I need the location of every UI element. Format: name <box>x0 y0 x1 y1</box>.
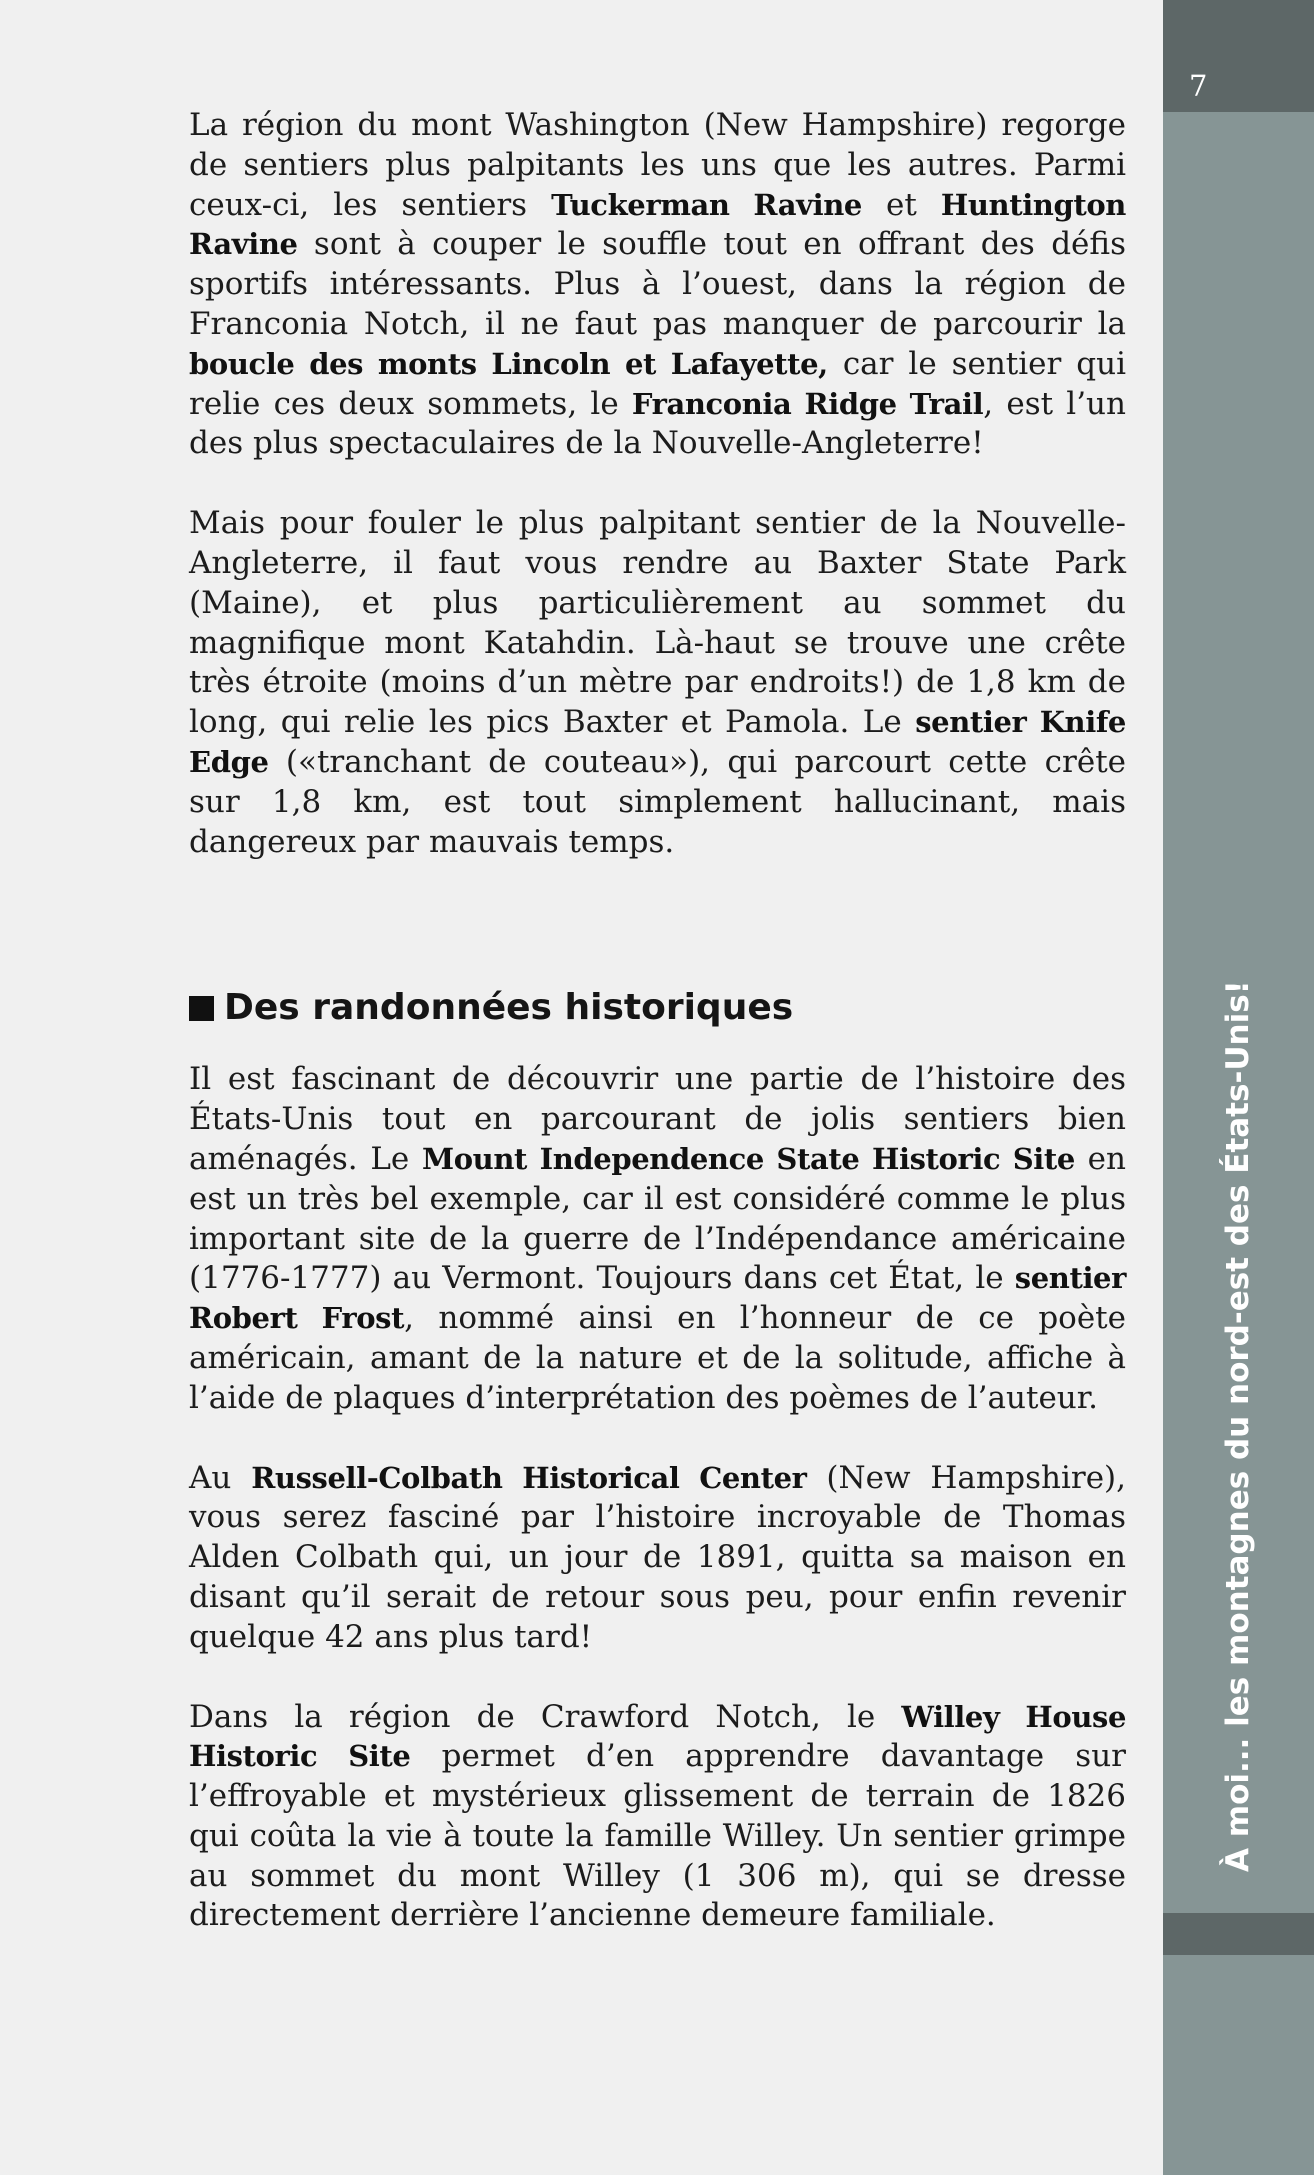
trail-name-lincoln-lafayette-loop: boucle des monts Lincoln et Lafayette, <box>189 346 828 381</box>
paragraph-text: Au <box>189 1459 252 1496</box>
trail-name-tuckerman-ravine: Tuckerman Ravine <box>551 187 862 222</box>
sidebar-header-block <box>1163 0 1314 112</box>
paragraph-text: sont à couper le souffle tout en offrant des défis sportifs intéressants. Plus à l’ouest, dans la région de Franconia Notch, il ne faut pas manquer de parcourir la <box>189 226 1126 342</box>
paragraph-text: et <box>861 186 941 223</box>
paragraph-text: car le sentier qui relie ces deux sommets, le <box>189 345 1126 422</box>
running-title: À moi... les montagnes du nord-est des États-Unis! <box>1220 980 1256 1872</box>
paragraph-text: La région du mont Washington (New Hampshire) regorge de sentiers plus palpitants les uns que les autres. Parmi ceux-ci, les sentiers <box>189 107 1126 223</box>
site-name-russell-colbath: Russell-Colbath Historical Center <box>251 1460 807 1495</box>
square-bullet-icon <box>189 996 214 1021</box>
sidebar-divider <box>1163 1913 1314 1955</box>
trail-name-huntington-ravine: Huntington Ravine <box>189 187 1126 262</box>
paragraph-mount-independence <box>189 1060 1126 1418</box>
trail-name-franconia-ridge: Franconia Ridge Trail <box>631 386 984 421</box>
paragraph-text: Il est fascinant de découvrir une partie de l’histoire des États-Unis tout en parcourant de jolis sentiers bien aménagés. Le <box>189 1061 1126 1177</box>
paragraph-katahdin <box>189 504 1126 862</box>
text-column <box>189 106 1126 1936</box>
site-name-mount-independence: Mount Independence State Historic Site <box>422 1141 1075 1176</box>
paragraph-mount-washington <box>189 106 1126 464</box>
trail-name-knife-edge: sentier Knife Edge <box>189 705 1126 779</box>
site-name-willey-house: Willey House Historic Site <box>189 1699 1127 1774</box>
paragraph-text: en est un très bel exemple, car il est considéré comme le plus important site de la guerre de l’Indépendance américaine (1776-1777) au Vermont. Toujours dans cet État, le <box>189 1140 1126 1297</box>
paragraph-russell-colbath <box>189 1459 1126 1658</box>
trail-name-robert-frost: sentier Robert Frost <box>189 1261 1126 1336</box>
paragraph-text: Mais pour fouler le plus palpitant sentier de la Nouvelle-Angleterre, il faut vous rendre au Baxter State Park (Maine), et plus particulièrement au sommet du magnifique mont Katahdin. Là-haut se trouve une crête très étroite (moins d’un mètre par endroits!) de 1,8 km de long, qui relie les pics Baxter et Pamola. Le <box>189 505 1126 741</box>
paragraph-text: Dans la région de Crawford Notch, le <box>189 1698 902 1735</box>
paragraph-text: , est l’un des plus spectaculaires de la Nouvelle-Angleterre! <box>189 385 1126 462</box>
paragraph-text: (New Hampshire), vous serez fasciné par l’histoire incroyable de Thomas Alden Colbath qui, un jour de 1891, quitta sa maison en disant qu’il serait de retour sous peu, pour enfin revenir quelque 42 ans plus tard! <box>189 1459 1127 1655</box>
paragraph-text: permet d’en apprendre davantage sur l’effroyable et mystérieux glissement de terrain de 1826 qui coûta la vie à toute la famille Willey. Un sentier grimpe au sommet du mont Willey (1 306 m), qui se dresse directement derrière l’ancienne demeure familiale. <box>189 1738 1127 1934</box>
section-heading <box>189 986 1126 1030</box>
page-number: 7 <box>1189 69 1208 103</box>
paragraph-text: , nommé ainsi en l’honneur de ce poète américain, amant de la nature et de la solitude, affiche à l’aide de plaques d’interprétation des poèmes de l’auteur. <box>189 1300 1126 1416</box>
paragraph-text: («tranchant de couteau»), qui parcourt cette crête sur 1,8 km, est tout simplement hallucinant, mais dangereux par mauvais temps. <box>189 743 1126 860</box>
section-heading-text: Des randonnées historiques <box>224 987 794 1029</box>
paragraph-willey-house <box>189 1698 1126 1937</box>
